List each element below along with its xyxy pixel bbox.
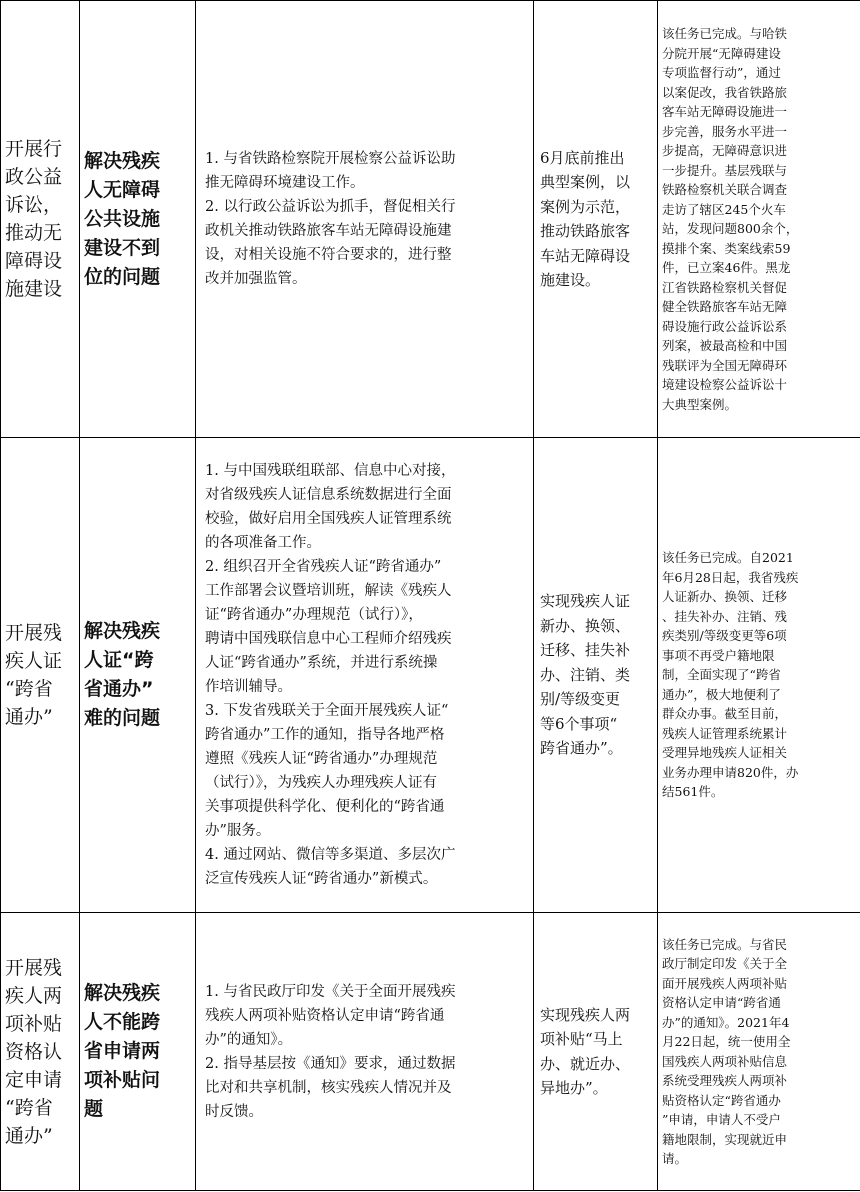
text-line: 资格认 <box>5 1040 63 1063</box>
text-line: 铁路检察机关联合调查 <box>662 182 788 197</box>
text-line: 对省级残疾人证信息系统数据进行全面 <box>205 487 452 503</box>
text-line: 作培训辅导。 <box>205 679 292 695</box>
text-line: 2. 以行政公益诉讼为抓手，督促相关行 <box>205 199 456 215</box>
text-line: 残疾人两项补贴资格认定申请“跨省通 <box>205 1007 445 1024</box>
text-line: 请。 <box>662 1151 688 1166</box>
text-line: 3. 下发省残联关于全面开展残疾人证“ <box>205 703 449 719</box>
text-line: 走访了辖区245个火车 <box>662 201 786 217</box>
measures-cell <box>196 1 534 438</box>
text-line: “跨省 <box>5 1096 53 1119</box>
text-line: 籍地限制，实现就近申 <box>662 1131 788 1147</box>
text-line: 残联评为全国无障碍环 <box>662 357 788 373</box>
text-line: 校验，做好启用全国残疾人证管理系统 <box>205 511 452 527</box>
measures-cell <box>196 913 534 1191</box>
text-line: 办”服务。 <box>205 823 271 839</box>
problem-cell <box>80 438 196 913</box>
text-line: 分院开展“无障碍建设 <box>662 45 781 61</box>
text-line: 跨省通办”。 <box>540 739 623 758</box>
text-line: 办、就近办、 <box>540 1054 631 1073</box>
text-line: 开展残 <box>5 956 63 979</box>
text-line: 解决残疾 <box>84 982 161 1004</box>
text-line: 难的问题 <box>84 707 161 729</box>
text-line: 人证“跨 <box>84 649 154 671</box>
text-line: 件，已立案46件。黑龙 <box>662 260 791 275</box>
text-line: 证“跨省通办”办理规范（试行）》， <box>205 607 423 623</box>
text-line: 设，对相关设施不符合要求的，进行整 <box>205 247 452 263</box>
text-line: 2. 组织召开全省残疾人证“跨省通办” <box>205 559 442 575</box>
text-line: 项补贴 <box>5 1012 63 1035</box>
text-line: 疾人两 <box>5 984 63 1007</box>
problem-cell <box>80 1 196 438</box>
text-line: 通办” <box>5 1124 53 1147</box>
text-line: 制，全面实现了“跨省 <box>662 667 781 683</box>
text-line: 推无障碍环境建设工作。 <box>205 175 365 191</box>
text-line: 群众办事。截至目前， <box>662 706 788 722</box>
text-line: 该任务已完成。与省民 <box>662 936 788 952</box>
text-line: 专项监督行动”，通过 <box>662 65 781 80</box>
text-line: 车站无障碍设 <box>540 246 631 265</box>
text-line: 典型案例，以 <box>540 173 631 191</box>
text-line: 一步提升。基层残联与 <box>662 162 788 178</box>
task-cell <box>1 913 80 1191</box>
problem-cell <box>80 913 196 1191</box>
text-line: 题 <box>84 1098 104 1120</box>
text-line: 别/等级变更 <box>540 690 621 709</box>
text-line: 定申请 <box>5 1068 63 1091</box>
target-cell <box>534 1 658 438</box>
text-line: 4. 通过网站、微信等多渠道、多层次广 <box>205 847 456 863</box>
text-line: 步提高，无障碍意识进 <box>662 143 788 158</box>
text-line: 建设不到 <box>84 236 161 259</box>
text-line: 面开展残疾人两项补贴 <box>662 975 788 991</box>
text-line: 迁移、挂失补 <box>540 641 631 660</box>
text-line: 政公益 <box>5 166 63 188</box>
text-line: 施建设。 <box>540 271 601 289</box>
text-line: 碍设施行政公益诉讼系 <box>662 318 788 334</box>
text-line: 该任务已完成。与哈铁 <box>662 26 788 41</box>
text-line: 疾人证 <box>5 650 63 672</box>
text-line: 结561件。 <box>662 784 724 800</box>
text-line: 境建设检察公益诉讼十 <box>662 377 788 392</box>
text-line: 受理异地残疾人证相关 <box>662 745 788 761</box>
text-line: 人证“跨省通办”系统，并进行系统操 <box>205 655 438 671</box>
text-line: 大典型案例。 <box>662 396 738 412</box>
text-line: 等6个事项“ <box>540 714 618 733</box>
progress-cell <box>658 1 860 438</box>
text-line: 新办、换领、 <box>540 616 631 635</box>
text-line: 障碍设 <box>5 250 63 272</box>
text-line: 贴资格认定“跨省通办 <box>662 1092 781 1108</box>
text-line: 事项不再受户籍地限 <box>662 647 775 663</box>
text-line: 通办” <box>5 706 53 728</box>
text-line: 站，发现问题800余个， <box>662 221 799 236</box>
text-line: 时反馈。 <box>205 1103 263 1120</box>
text-line: 解决残疾 <box>84 620 161 642</box>
text-line: 泛宣传残疾人证“跨省通办”新模式。 <box>205 871 438 887</box>
text-line: 比对和共享机制，核实残疾人情况并及 <box>205 1079 452 1096</box>
text-line: 公共设施 <box>84 207 161 230</box>
text-line: 推动铁路旅客 <box>540 222 631 240</box>
text-line: 2. 指导基层按《通知》要求，通过数据 <box>205 1055 456 1072</box>
text-line: 6月底前推出 <box>540 148 625 167</box>
task-cell <box>1 438 80 913</box>
text-line: 的各项准备工作。 <box>205 535 321 551</box>
text-line: 、挂失补办、注销、残 <box>662 608 788 624</box>
target-cell <box>534 913 658 1191</box>
text-line: 人不能跨 <box>84 1011 161 1033</box>
text-line: 异地办”。 <box>540 1079 608 1097</box>
text-line: 政机关推动铁路旅客车站无障碍设施建 <box>205 223 452 239</box>
text-line: 办”的通知》。2021年4 <box>662 1014 790 1030</box>
text-line: 月22日起，统一使用全 <box>662 1034 791 1049</box>
text-line: 施建设 <box>5 278 63 300</box>
text-line: 开展行 <box>5 138 63 160</box>
table-row <box>1 913 860 1191</box>
text-line: 残疾人证管理系统累计 <box>662 725 788 741</box>
text-line: 步完善，服务水平进一 <box>662 123 788 139</box>
text-line: 实现残疾人证 <box>540 592 631 611</box>
progress-cell <box>658 438 860 913</box>
task-cell <box>1 1 80 438</box>
text-line: 工作部署会议暨培训班，解读《残疾人 <box>205 583 452 599</box>
text-line: 遵照《残疾人证“跨省通办”办理规范 <box>205 751 438 767</box>
text-line: “跨省 <box>5 678 53 700</box>
progress-cell <box>658 913 860 1191</box>
text-line: 疾类别/等级变更等6项 <box>662 628 787 644</box>
text-line: 诉讼， <box>5 194 63 216</box>
text-line: 江省铁路检察机关督促 <box>662 279 788 295</box>
text-line: 人无障碍 <box>84 178 161 201</box>
text-line: 通办”，极大地便利了 <box>662 686 781 702</box>
text-line: 实现残疾人两 <box>540 1005 631 1024</box>
text-line: 1. 与省民政厅印发《关于全面开展残疾 <box>205 983 456 1000</box>
text-line: （试行）》，为残疾人办理残疾人证有 <box>205 775 437 791</box>
text-line: 解决残疾 <box>84 149 161 172</box>
text-line: 项补贴“马上 <box>540 1030 623 1048</box>
text-line: 办、注销、类 <box>540 665 631 684</box>
text-line: 改并加强监管。 <box>205 271 307 287</box>
text-line: 推动无 <box>5 222 63 244</box>
text-line: 政厅制定印发《关于全 <box>662 956 788 971</box>
text-line: 聘请中国残联信息中心工程师介绍残疾 <box>205 631 452 647</box>
text-line: 办”的通知》。 <box>205 1031 293 1048</box>
text-line: 位的问题 <box>84 265 161 288</box>
table-row <box>1 438 860 913</box>
text-line: 关事项提供科学化、便利化的“跨省通 <box>205 799 445 815</box>
text-line: 资格认定申请“跨省通 <box>662 995 781 1010</box>
text-line: 1. 与省铁路检察院开展检察公益诉讼助 <box>205 151 456 167</box>
text-line: 人证新办、换领、迁移 <box>662 589 788 605</box>
text-line: 跨省通办”工作的通知，指导各地严格 <box>205 727 445 743</box>
text-line: 1. 与中国残联组联部、信息中心对接， <box>205 463 456 479</box>
text-line: 开展残 <box>5 622 63 644</box>
measures-cell <box>196 438 534 913</box>
text-line: 省通办” <box>84 678 154 700</box>
text-line: 该任务已完成。自2021 <box>662 550 794 566</box>
text-line: 国残疾人两项补贴信息 <box>662 1053 788 1069</box>
text-line: 省申请两 <box>84 1040 161 1062</box>
text-line: 系统受理残疾人两项补 <box>662 1073 788 1088</box>
text-line: 列案，被最高检和中国 <box>662 338 788 353</box>
text-line: ”申请，申请人不受户 <box>662 1112 781 1127</box>
text-line: 项补贴问 <box>84 1069 161 1091</box>
text-line: 摸排个案、类案线索59 <box>662 240 791 256</box>
text-line: 业务办理申请820件，办 <box>662 764 799 780</box>
text-line: 以案促改，我省铁路旅 <box>662 84 788 100</box>
table-row <box>1 1 860 438</box>
text-line: 案例为示范， <box>540 197 631 216</box>
text-line: 健全铁路旅客车站无障 <box>662 299 788 314</box>
text-line: 年6月28日起，我省残疾 <box>662 569 799 585</box>
text-line: 客车站无障碍设施进一 <box>662 104 788 119</box>
target-cell <box>534 438 658 913</box>
